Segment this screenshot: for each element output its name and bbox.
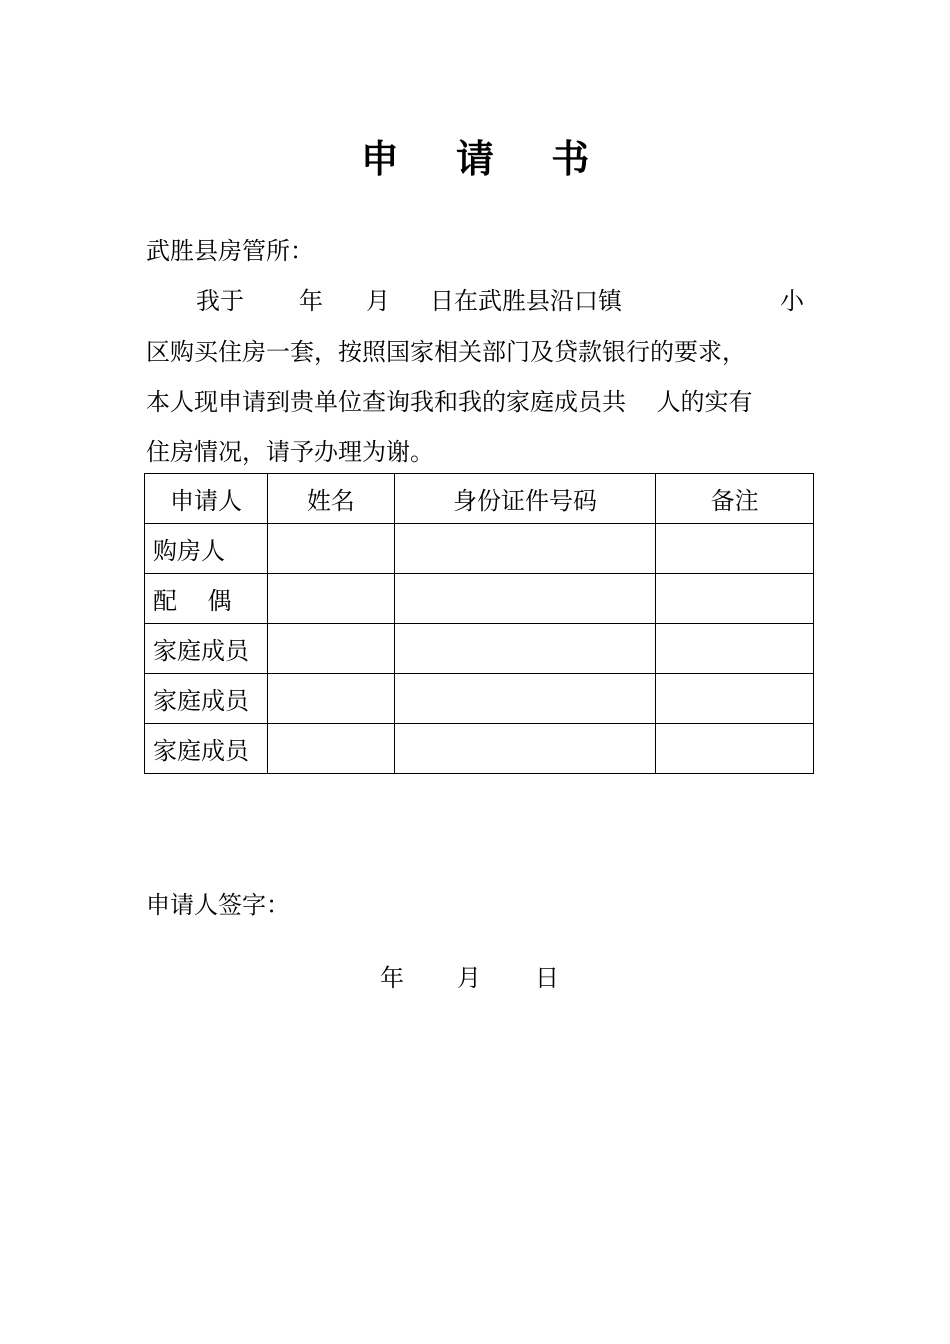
month-label: 月 [366,287,390,315]
paragraph-text: 日在武胜县沿口镇 [430,287,622,315]
header-remarks: 备注 [656,474,814,524]
remarks-cell[interactable] [656,574,814,624]
table-row [145,524,814,574]
id-number-cell[interactable] [394,624,656,674]
paragraph-text: 我于 [196,287,244,315]
date-day-label: 日 [535,964,559,992]
table-row [145,724,814,774]
remarks-cell[interactable] [656,674,814,724]
row-label: 家庭成员 [145,724,268,774]
row-label: 配 偶 [145,574,268,624]
table-header-row [145,474,814,524]
table-row [145,574,814,624]
paragraph-line-4: 住房情况，请予办理为谢。 [146,438,434,466]
id-number-cell[interactable] [394,674,656,724]
year-label: 年 [299,287,323,315]
name-cell[interactable] [267,574,394,624]
document-title: 申 请 书 [360,136,612,181]
row-label: 家庭成员 [145,624,268,674]
header-id-number: 身份证件号码 [394,474,656,524]
signature-label: 申请人签字： [146,891,290,919]
table-row [145,624,814,674]
header-applicant: 申请人 [145,474,268,524]
id-number-cell[interactable] [394,574,656,624]
table-row [145,674,814,724]
row-label: 购房人 [145,524,268,574]
remarks-cell[interactable] [656,624,814,674]
date-month-label: 月 [457,964,481,992]
id-number-cell[interactable] [394,524,656,574]
remarks-cell[interactable] [656,524,814,574]
applicant-table [144,473,814,774]
date-year-label: 年 [380,964,404,992]
name-cell[interactable] [267,524,394,574]
remarks-cell[interactable] [656,724,814,774]
name-cell[interactable] [267,674,394,724]
row-label: 家庭成员 [145,674,268,724]
salutation: 武胜县房管所： [146,237,314,265]
header-name: 姓名 [267,474,394,524]
id-number-cell[interactable] [394,724,656,774]
paragraph-line-2: 区购买住房一套，按照国家相关部门及贷款银行的要求， [146,338,746,366]
paragraph-text: 小 [780,287,804,315]
name-cell[interactable] [267,624,394,674]
paragraph-line-3: 本人现申请到贵单位查询我和我的家庭成员共 人的实有 [146,388,753,416]
name-cell[interactable] [267,724,394,774]
